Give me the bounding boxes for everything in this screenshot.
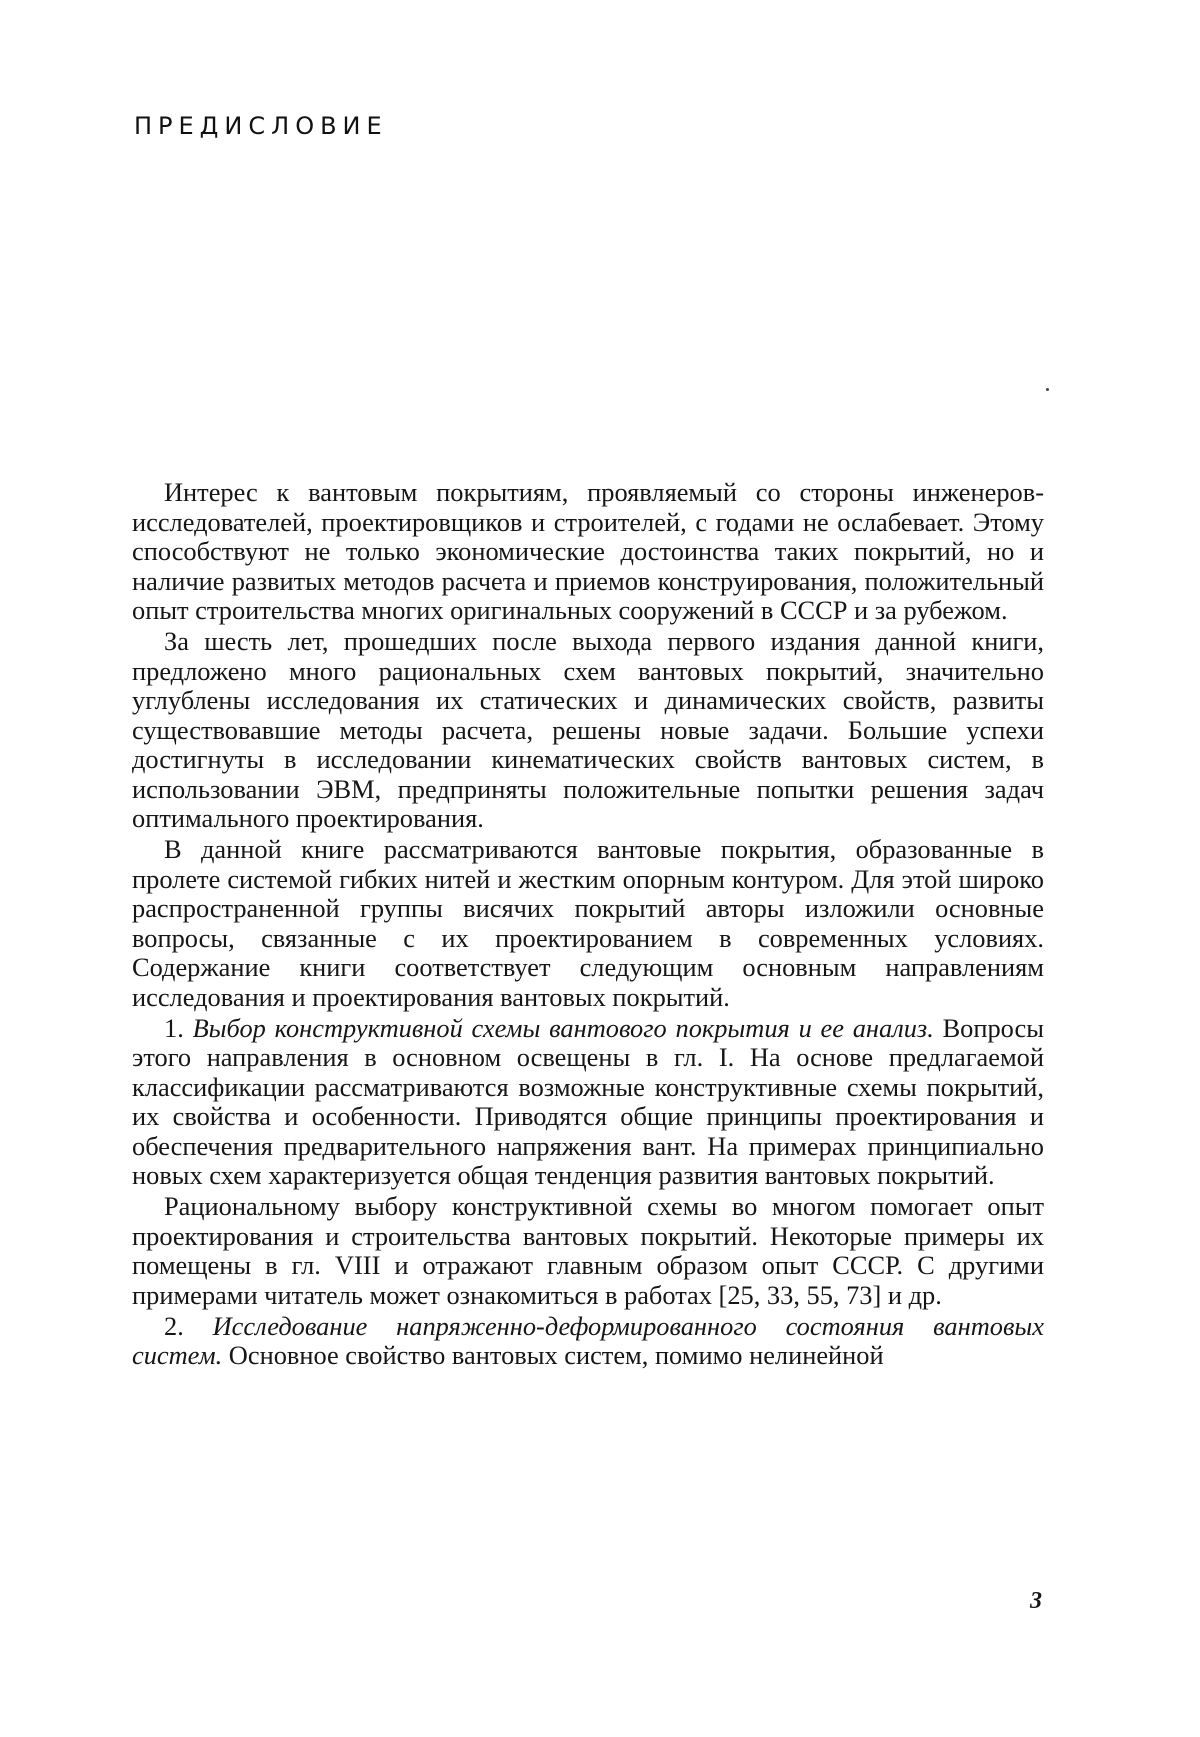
paragraph-4 [132, 1014, 1044, 1191]
list-number-1: 1. [164, 1012, 184, 1043]
section-topic-1: Выбор конструктивной схемы вантового покрытия и ее анализ. [192, 1012, 934, 1043]
section-topic-2: Исследование напряженно-деформированного состояния вантовых систем. [132, 1310, 1044, 1370]
paragraph-3: В данной книге рассматриваются вантовые покрытия, образованные в пролете системой гибких нитей и жестким опорным контуром. Для этой широко распространенной группы висячих покрытий авторы изложили основные вопросы, связанные с их проектированием в современных условиях. Содержание книги соответствует следующим основным направлениям исследования и проектирования вантовых покрытий. [132, 834, 1044, 1012]
scan-speck [1046, 388, 1049, 391]
list-number-2: 2. [164, 1310, 184, 1341]
page-title: ПРЕДИСЛОВИЕ [134, 112, 388, 140]
body-text [132, 478, 1044, 1372]
paragraph-5: Рациональному выбору конструктивной схемы во многом помогает опыт проектирования и строительства вантовых покрытий. Некоторые примеры их помещены в гл. VIII и отражают главным образом опыт СССР. С другими примерами читатель может ознакомиться в работах [25, 33, 55, 73] и др. [132, 1191, 1044, 1310]
paragraph-6-text: Основное свойство вантовых систем, помимо нелинейной [228, 1340, 884, 1370]
paragraph-6 [132, 1312, 1044, 1371]
page-number: 3 [1030, 1588, 1042, 1614]
paragraph-2: За шесть лет, прошедших после выхода первого издания данной книги, предложено много рациональных схем вантовых покрытий, значительно углублены исследования их статических и динамических свойств, развиты существовавшие методы расчета, решены новые задачи. Большие успехи достигнуты в исследовании кинематических свойств вантовых систем, в использовании ЭВМ, предприняты положительные попытки решения задач оптимального проектирования. [132, 626, 1044, 833]
paragraph-1: Интерес к вантовым покрытиям, проявляемый со стороны инженеров-исследователей, проектировщиков и строителей, с годами не ослабевает. Этому способствуют не только экономические достоинства таких покрытий, но и наличие развитых методов расчета и приемов конструирования, положительный опыт строительства многих оригинальных сооружений в СССР и за рубежом. [132, 477, 1044, 625]
paragraph-4-text: Вопросы этого направления в основном освещены в гл. I. На основе предлагаемой классификации рассматриваются возможные конструктивные схемы покрытий, их свойства и особенности. Приводятся общие принципы проектирования и обеспечения предварительного напряжения вант. На примерах принципиально новых схем характеризуется общая тенденция развития вантовых покрытий. [132, 1012, 1044, 1190]
